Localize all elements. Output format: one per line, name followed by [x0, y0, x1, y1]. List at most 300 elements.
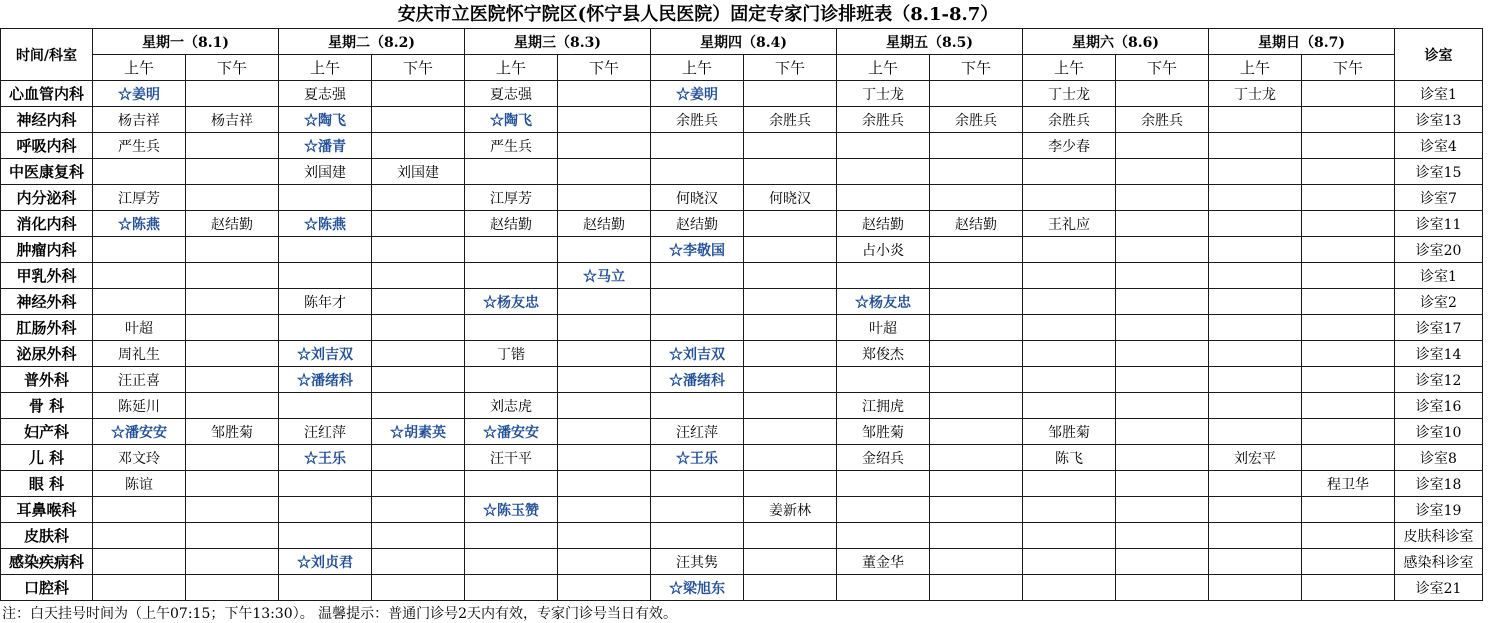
room-header: 诊室 [1395, 29, 1483, 81]
doctor-cell [372, 263, 465, 289]
doctor-cell [744, 159, 837, 185]
doctor-cell [1023, 341, 1116, 367]
expert-doctor-cell: ☆李敬国 [651, 237, 744, 263]
room-cell: 诊室15 [1395, 159, 1483, 185]
am-header: 上午 [93, 55, 186, 81]
doctor-cell [186, 133, 279, 159]
doctor-cell [1116, 575, 1209, 601]
doctor-cell [651, 159, 744, 185]
doctor-cell [837, 263, 930, 289]
table-row [1, 471, 1483, 497]
doctor-cell: 何晓汉 [651, 185, 744, 211]
doctor-cell [651, 289, 744, 315]
doctor-cell [558, 185, 651, 211]
doctor-cell [186, 445, 279, 471]
doctor-cell: 汪正喜 [93, 367, 186, 393]
doctor-cell [1116, 549, 1209, 575]
expert-doctor-cell: ☆杨友忠 [837, 289, 930, 315]
doctor-cell: 周礼生 [93, 341, 186, 367]
doctor-cell [186, 263, 279, 289]
doctor-cell: 陈延川 [93, 393, 186, 419]
doctor-cell [1302, 315, 1395, 341]
doctor-cell [558, 367, 651, 393]
table-row [1, 445, 1483, 471]
doctor-cell [1023, 237, 1116, 263]
doctor-cell [1209, 393, 1302, 419]
doctor-cell: 李少春 [1023, 133, 1116, 159]
doctor-cell [1116, 133, 1209, 159]
day-header: 星期四（8.4) [651, 29, 837, 55]
doctor-cell [93, 575, 186, 601]
doctor-cell: 汪其隽 [651, 549, 744, 575]
table-row [1, 367, 1483, 393]
corner-label: 时间/科室 [1, 29, 93, 81]
doctor-cell: 江厚芳 [465, 185, 558, 211]
room-cell: 感染科诊室 [1395, 549, 1483, 575]
doctor-cell [930, 315, 1023, 341]
expert-doctor-cell: ☆胡素英 [372, 419, 465, 445]
table-row [1, 81, 1483, 107]
header-row-periods [1, 55, 1483, 81]
doctor-cell [465, 315, 558, 341]
department-name: 儿 科 [1, 445, 93, 471]
doctor-cell [744, 367, 837, 393]
doctor-cell [930, 549, 1023, 575]
doctor-cell: 杨吉祥 [93, 107, 186, 133]
doctor-cell [930, 289, 1023, 315]
doctor-cell: 何晓汉 [744, 185, 837, 211]
doctor-cell [744, 549, 837, 575]
room-cell: 诊室4 [1395, 133, 1483, 159]
room-cell: 诊室11 [1395, 211, 1483, 237]
table-row [1, 419, 1483, 445]
doctor-cell [186, 81, 279, 107]
expert-doctor-cell: ☆刘吉双 [279, 341, 372, 367]
doctor-cell: 刘国建 [372, 159, 465, 185]
room-cell: 诊室12 [1395, 367, 1483, 393]
doctor-cell [930, 237, 1023, 263]
department-name: 呼吸内科 [1, 133, 93, 159]
department-name: 中医康复科 [1, 159, 93, 185]
doctor-cell: 占小炎 [837, 237, 930, 263]
doctor-cell [186, 185, 279, 211]
doctor-cell [372, 133, 465, 159]
room-cell: 诊室13 [1395, 107, 1483, 133]
doctor-cell [837, 575, 930, 601]
doctor-cell [930, 575, 1023, 601]
expert-doctor-cell: ☆潘绪科 [651, 367, 744, 393]
doctor-cell [1302, 341, 1395, 367]
doctor-cell [1116, 523, 1209, 549]
doctor-cell [837, 133, 930, 159]
table-row [1, 393, 1483, 419]
doctor-cell [186, 497, 279, 523]
doctor-cell [1116, 237, 1209, 263]
department-name: 眼 科 [1, 471, 93, 497]
doctor-cell [1209, 289, 1302, 315]
doctor-cell [186, 237, 279, 263]
doctor-cell [558, 107, 651, 133]
table-row [1, 107, 1483, 133]
doctor-cell: 刘宏平 [1209, 445, 1302, 471]
doctor-cell [372, 341, 465, 367]
doctor-cell [372, 185, 465, 211]
doctor-cell [558, 471, 651, 497]
department-name: 妇产科 [1, 419, 93, 445]
doctor-cell [465, 367, 558, 393]
doctor-cell: 邹胜菊 [837, 419, 930, 445]
doctor-cell [1302, 81, 1395, 107]
doctor-cell [837, 523, 930, 549]
doctor-cell [1209, 211, 1302, 237]
expert-doctor-cell: ☆陶飞 [279, 107, 372, 133]
expert-doctor-cell: ☆梁旭东 [651, 575, 744, 601]
doctor-cell: 赵结勤 [558, 211, 651, 237]
day-header: 星期六（8.6) [1023, 29, 1209, 55]
doctor-cell: 邓文玲 [93, 445, 186, 471]
doctor-cell [372, 471, 465, 497]
doctor-cell: 余胜兵 [744, 107, 837, 133]
pm-header: 下午 [558, 55, 651, 81]
doctor-cell: 严生兵 [93, 133, 186, 159]
doctor-cell [1209, 185, 1302, 211]
doctor-cell [1116, 393, 1209, 419]
department-name: 口腔科 [1, 575, 93, 601]
doctor-cell [1116, 81, 1209, 107]
doctor-cell [837, 159, 930, 185]
doctor-cell [930, 159, 1023, 185]
day-header: 星期日（8.7) [1209, 29, 1395, 55]
doctor-cell [186, 393, 279, 419]
doctor-cell [1023, 497, 1116, 523]
doctor-cell [651, 523, 744, 549]
doctor-cell: 余胜兵 [1116, 107, 1209, 133]
doctor-cell [930, 341, 1023, 367]
doctor-cell: 邹胜菊 [1023, 419, 1116, 445]
doctor-cell [372, 81, 465, 107]
doctor-cell: 赵结勤 [837, 211, 930, 237]
room-cell: 诊室1 [1395, 263, 1483, 289]
doctor-cell [186, 159, 279, 185]
doctor-cell: 严生兵 [465, 133, 558, 159]
doctor-cell [1023, 263, 1116, 289]
room-cell: 诊室1 [1395, 81, 1483, 107]
table-row [1, 133, 1483, 159]
footer-note: 注：白天挂号时间为（上午07:15；下午13:30）。 温馨提示：普通门诊号2天内有效，专家门诊号当日有效。 [2, 606, 678, 622]
doctor-cell [558, 497, 651, 523]
table-row [1, 185, 1483, 211]
doctor-cell [558, 575, 651, 601]
doctor-cell [1023, 549, 1116, 575]
am-header: 上午 [837, 55, 930, 81]
doctor-cell [930, 133, 1023, 159]
day-header: 星期二（8.2) [279, 29, 465, 55]
doctor-cell [372, 549, 465, 575]
doctor-cell: 夏志强 [279, 81, 372, 107]
doctor-cell [279, 237, 372, 263]
doctor-cell: 汪红萍 [279, 419, 372, 445]
department-name: 甲乳外科 [1, 263, 93, 289]
expert-doctor-cell: ☆王乐 [651, 445, 744, 471]
doctor-cell [186, 549, 279, 575]
doctor-cell [372, 393, 465, 419]
room-cell: 诊室7 [1395, 185, 1483, 211]
department-name: 骨 科 [1, 393, 93, 419]
am-header: 上午 [279, 55, 372, 81]
doctor-cell [279, 393, 372, 419]
expert-doctor-cell: ☆刘吉双 [651, 341, 744, 367]
department-name: 心血管内科 [1, 81, 93, 107]
doctor-cell [1302, 575, 1395, 601]
doctor-cell [372, 523, 465, 549]
doctor-cell [279, 185, 372, 211]
doctor-cell [930, 523, 1023, 549]
pm-header: 下午 [186, 55, 279, 81]
doctor-cell: 赵结勤 [465, 211, 558, 237]
department-name: 肿瘤内科 [1, 237, 93, 263]
doctor-cell [1209, 341, 1302, 367]
doctor-cell [558, 159, 651, 185]
doctor-cell: 陈年才 [279, 289, 372, 315]
doctor-cell [1116, 341, 1209, 367]
doctor-cell [465, 159, 558, 185]
doctor-cell: 叶超 [93, 315, 186, 341]
doctor-cell [1302, 289, 1395, 315]
doctor-cell [93, 263, 186, 289]
doctor-cell [744, 393, 837, 419]
doctor-cell: 杨吉祥 [186, 107, 279, 133]
doctor-cell [837, 367, 930, 393]
doctor-cell [651, 133, 744, 159]
table-row [1, 549, 1483, 575]
doctor-cell [186, 289, 279, 315]
doctor-cell [930, 263, 1023, 289]
doctor-cell [651, 497, 744, 523]
doctor-cell [279, 315, 372, 341]
room-cell: 诊室10 [1395, 419, 1483, 445]
department-name: 感染疾病科 [1, 549, 93, 575]
doctor-cell: 刘国建 [279, 159, 372, 185]
doctor-cell [93, 289, 186, 315]
table-row [1, 237, 1483, 263]
doctor-cell [1302, 185, 1395, 211]
expert-doctor-cell: ☆陈燕 [279, 211, 372, 237]
doctor-cell [1023, 523, 1116, 549]
doctor-cell [372, 575, 465, 601]
doctor-cell [372, 445, 465, 471]
doctor-cell: 江拥虎 [837, 393, 930, 419]
doctor-cell [1116, 211, 1209, 237]
doctor-cell [186, 471, 279, 497]
pm-header: 下午 [1302, 55, 1395, 81]
doctor-cell [1116, 263, 1209, 289]
doctor-cell [930, 185, 1023, 211]
doctor-cell [930, 471, 1023, 497]
doctor-cell: 郑俊杰 [837, 341, 930, 367]
doctor-cell [930, 81, 1023, 107]
header-row-days [1, 29, 1483, 55]
table-row [1, 341, 1483, 367]
department-name: 神经内科 [1, 107, 93, 133]
expert-doctor-cell: ☆陶飞 [465, 107, 558, 133]
doctor-cell [558, 289, 651, 315]
doctor-cell: 余胜兵 [930, 107, 1023, 133]
doctor-cell [744, 315, 837, 341]
table-row [1, 315, 1483, 341]
doctor-cell [1302, 159, 1395, 185]
department-name: 泌尿外科 [1, 341, 93, 367]
doctor-cell [1209, 497, 1302, 523]
room-cell: 诊室21 [1395, 575, 1483, 601]
doctor-cell [1209, 107, 1302, 133]
doctor-cell [279, 471, 372, 497]
doctor-cell [1209, 237, 1302, 263]
am-header: 上午 [651, 55, 744, 81]
table-row [1, 575, 1483, 601]
doctor-cell [651, 393, 744, 419]
doctor-cell [558, 445, 651, 471]
expert-doctor-cell: ☆陈燕 [93, 211, 186, 237]
doctor-cell [744, 133, 837, 159]
doctor-cell [1116, 419, 1209, 445]
expert-doctor-cell: ☆潘安安 [465, 419, 558, 445]
doctor-cell [930, 419, 1023, 445]
doctor-cell [744, 237, 837, 263]
department-name: 内分泌科 [1, 185, 93, 211]
doctor-cell [1023, 393, 1116, 419]
table-row [1, 523, 1483, 549]
doctor-cell [372, 497, 465, 523]
room-cell: 诊室14 [1395, 341, 1483, 367]
expert-doctor-cell: ☆刘贞君 [279, 549, 372, 575]
doctor-cell [279, 263, 372, 289]
doctor-cell [1209, 263, 1302, 289]
day-header: 星期五（8.5) [837, 29, 1023, 55]
doctor-cell [558, 523, 651, 549]
am-header: 上午 [1209, 55, 1302, 81]
department-name: 肛肠外科 [1, 315, 93, 341]
doctor-cell: 丁锴 [465, 341, 558, 367]
doctor-cell: 王礼应 [1023, 211, 1116, 237]
doctor-cell [372, 237, 465, 263]
doctor-cell [744, 575, 837, 601]
expert-doctor-cell: ☆姜明 [93, 81, 186, 107]
doctor-cell [93, 159, 186, 185]
doctor-cell [186, 367, 279, 393]
page-title: 安庆市立医院怀宁院区(怀宁县人民医院）固定专家门诊排班表（8.1-8.7） [397, 4, 999, 25]
doctor-cell [465, 523, 558, 549]
doctor-cell [744, 419, 837, 445]
room-cell: 诊室20 [1395, 237, 1483, 263]
doctor-cell [465, 549, 558, 575]
doctor-cell [1116, 315, 1209, 341]
doctor-cell [1302, 497, 1395, 523]
doctor-cell [1209, 315, 1302, 341]
doctor-cell: 江厚芳 [93, 185, 186, 211]
doctor-cell [1023, 185, 1116, 211]
doctor-cell [651, 315, 744, 341]
doctor-cell [837, 471, 930, 497]
table-row [1, 211, 1483, 237]
department-name: 皮肤科 [1, 523, 93, 549]
doctor-cell [186, 575, 279, 601]
doctor-cell [372, 107, 465, 133]
doctor-cell [1209, 133, 1302, 159]
doctor-cell [465, 575, 558, 601]
doctor-cell [465, 263, 558, 289]
doctor-cell [1209, 523, 1302, 549]
pm-header: 下午 [744, 55, 837, 81]
doctor-cell [1302, 263, 1395, 289]
expert-doctor-cell: ☆姜明 [651, 81, 744, 107]
room-cell: 诊室17 [1395, 315, 1483, 341]
doctor-cell: 丁士龙 [1209, 81, 1302, 107]
doctor-cell [744, 523, 837, 549]
day-header: 星期三（8.3) [465, 29, 651, 55]
doctor-cell: 刘志虎 [465, 393, 558, 419]
doctor-cell [837, 497, 930, 523]
doctor-cell [1116, 159, 1209, 185]
am-header: 上午 [465, 55, 558, 81]
am-header: 上午 [1023, 55, 1116, 81]
room-cell: 诊室19 [1395, 497, 1483, 523]
doctor-cell [558, 81, 651, 107]
room-cell: 诊室18 [1395, 471, 1483, 497]
doctor-cell [1116, 497, 1209, 523]
schedule-table [0, 28, 1483, 601]
doctor-cell [279, 497, 372, 523]
table-row [1, 289, 1483, 315]
doctor-cell [279, 523, 372, 549]
doctor-cell [1302, 523, 1395, 549]
doctor-cell: 汪干平 [465, 445, 558, 471]
doctor-cell [1302, 419, 1395, 445]
room-cell: 诊室16 [1395, 393, 1483, 419]
room-cell: 皮肤科诊室 [1395, 523, 1483, 549]
doctor-cell [930, 367, 1023, 393]
doctor-cell [744, 211, 837, 237]
doctor-cell [1209, 549, 1302, 575]
doctor-cell [93, 523, 186, 549]
doctor-cell [837, 185, 930, 211]
doctor-cell: 叶超 [837, 315, 930, 341]
doctor-cell [651, 263, 744, 289]
doctor-cell [279, 575, 372, 601]
doctor-cell [93, 237, 186, 263]
doctor-cell [1116, 367, 1209, 393]
room-cell: 诊室2 [1395, 289, 1483, 315]
doctor-cell: 汪红萍 [651, 419, 744, 445]
doctor-cell: 丁士龙 [837, 81, 930, 107]
room-cell: 诊室8 [1395, 445, 1483, 471]
doctor-cell [1302, 445, 1395, 471]
doctor-cell [1302, 393, 1395, 419]
doctor-cell [1209, 471, 1302, 497]
doctor-cell [372, 289, 465, 315]
doctor-cell: 赵结勤 [651, 211, 744, 237]
doctor-cell [1023, 575, 1116, 601]
doctor-cell [1302, 133, 1395, 159]
pm-header: 下午 [930, 55, 1023, 81]
doctor-cell [744, 471, 837, 497]
expert-doctor-cell: ☆马立 [558, 263, 651, 289]
doctor-cell [372, 315, 465, 341]
doctor-cell [744, 341, 837, 367]
doctor-cell [930, 497, 1023, 523]
doctor-cell: 余胜兵 [837, 107, 930, 133]
expert-doctor-cell: ☆王乐 [279, 445, 372, 471]
department-name: 耳鼻喉科 [1, 497, 93, 523]
